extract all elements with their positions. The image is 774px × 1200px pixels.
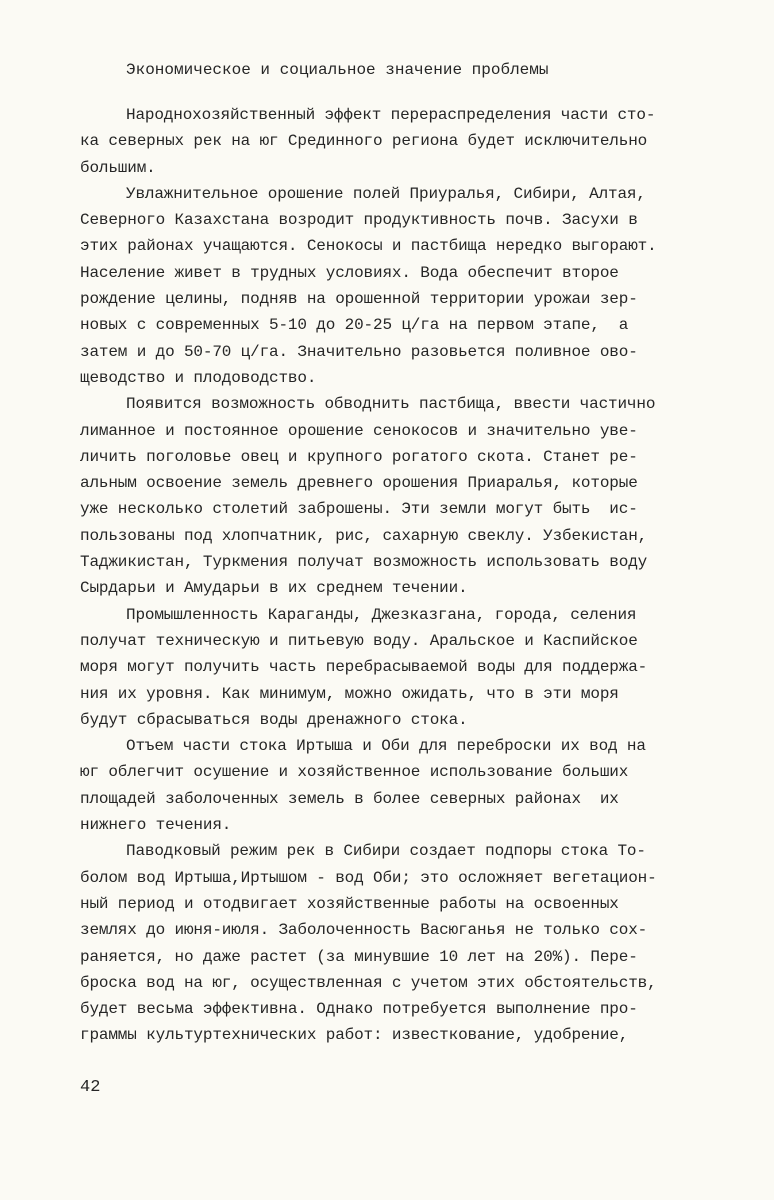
text-line: ка северных рек на юг Срединного региона будет исключительно [80, 132, 648, 151]
text-line: Таджикистан, Туркмения получат возможность использовать воду [80, 553, 648, 572]
text-line: новых с современных 5-10 до 20-25 ц/га на первом этапе, а [80, 316, 629, 335]
text-line: броска вод на юг, осуществленная с учетом этих обстоятельств, [80, 973, 657, 992]
text-line: землях до июня-июля. Заболоченность Васюганья не только сох- [80, 921, 648, 940]
text-line: альным освоение земель древнего орошения Приаралья, которые [80, 474, 638, 493]
text-line: уже несколько столетий заброшены. Эти земли могут быть ис- [80, 500, 638, 519]
text-line: Появится возможность обводнить пастбища, ввести частично [126, 395, 656, 414]
text-line: лиманное и постоянное орошение сенокосов и значительно уве- [80, 421, 638, 440]
section-heading: Экономическое и социальное значение проблемы [126, 61, 549, 79]
text-line: большим. [80, 158, 156, 177]
text-line: болом вод Иртыша,Иртышом - вод Оби; это осложняет вегетацион- [80, 868, 657, 887]
text-line: юг облегчит осушение и хозяйственное использование больших [80, 763, 629, 782]
body-text [80, 102, 740, 1049]
text-line: этих районах учащаются. Сенокосы и пастбища нередко выгорают. [80, 237, 657, 256]
text-line: граммы культуртехнических работ: известкование, удобрение, [80, 1026, 629, 1045]
text-line: затем и до 50-70 ц/га. Значительно разовьется поливное ово- [80, 342, 638, 361]
text-line: нижнего течения. [80, 816, 232, 835]
text-line: Народнохозяйственный эффект перераспределения части сто- [126, 106, 656, 124]
text-line: личить поголовье овец и крупного рогатого скота. Станет ре- [80, 447, 638, 466]
text-line: ный период и отодвигает хозяйственные работы на освоенных [80, 894, 619, 913]
text-line: Отъем части стока Иртыша и Оби для переброски их вод на [126, 737, 646, 756]
text-line: Население живет в трудных условиях. Вода обеспечит второе [80, 263, 619, 282]
text-line: Северного Казахстана возродит продуктивность почв. Засухи в [80, 211, 638, 230]
text-line: будут сбрасываться воды дренажного стока. [80, 710, 468, 729]
text-line: Увлажнительное орошение полей Приуралья, Сибири, Алтая, [126, 184, 646, 203]
text-line: Сырдарьи и Амударьи в их среднем течении. [80, 579, 468, 598]
text-line: щеводство и плодоводство. [80, 368, 317, 387]
text-line: рождение целины, подняв на орошенной территории урожаи зер- [80, 290, 638, 309]
text-line: Паводковый режим рек в Сибири создает подпоры стока То- [126, 842, 646, 861]
text-line: Промышленность Караганды, Джезказгана, города, селения [126, 605, 637, 624]
text-line: площадей заболоченных земель в более северных районах их [80, 789, 619, 808]
text-line: получат техническую и питьевую воду. Аральское и Каспийское [80, 631, 638, 650]
text-line: пользованы под хлопчатник, рис, сахарную свеклу. Узбекистан, [80, 526, 648, 545]
text-line: моря могут получить часть перебрасываемой воды для поддержа- [80, 658, 648, 677]
text-line: будет весьма эффективна. Однако потребуется выполнение про- [80, 1000, 638, 1019]
page-number: 42 [80, 1078, 101, 1097]
text-line: ния их уровня. Как минимум, можно ожидать, что в эти моря [80, 684, 619, 703]
text-line: раняется, но даже растет (за минувшие 10 лет на 20%). Пере- [80, 947, 638, 966]
